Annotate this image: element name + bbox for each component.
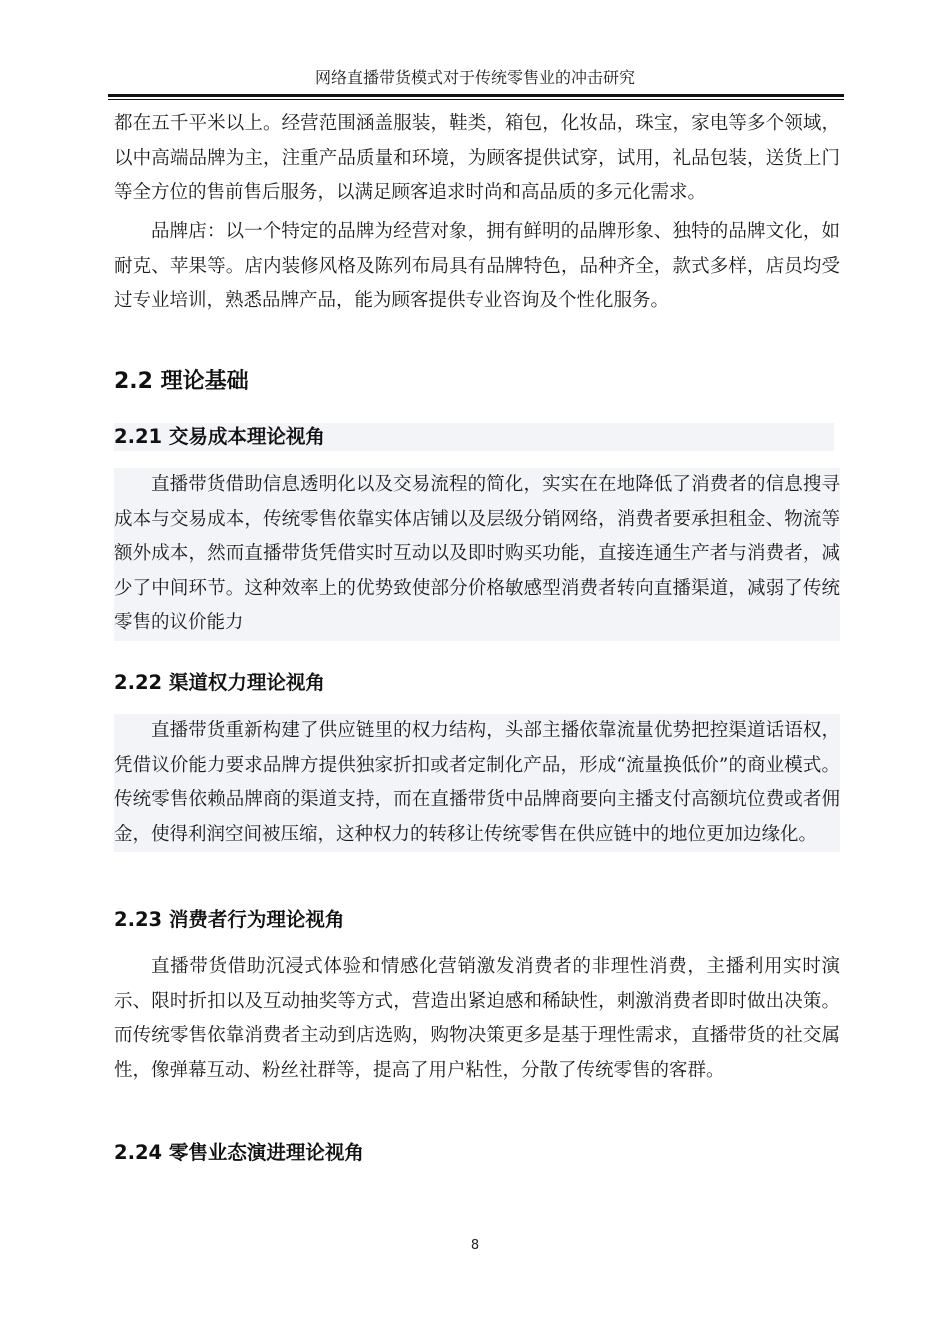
- page-number: 8: [470, 1238, 480, 1253]
- header-divider-thin: [108, 99, 844, 100]
- paragraph-channel-power: 直播带货重新构建了供应链里的权力结构，头部主播依靠流量优势把控渠道话语权，凭借议价能力要求品牌方提供独家折扣或者定制化产品，形成“流量换低价”的商业模式。传统零售依赖品牌商的渠道支持，而在直播带货中品牌商要向主播支付高额坑位费或者佣金，使得利润空间被压缩，这种权力的转移让传统零售在供应链中的地位更加边缘化。: [114, 714, 840, 852]
- section-heading-2-21: 2.21 交易成本理论视角: [114, 423, 834, 451]
- header-divider-thick: [108, 94, 844, 97]
- paragraph-department-store: 都在五千平米以上。经营范围涵盖服装，鞋类，箱包，化妆品，珠宝，家电等多个领域，以中高端品牌为主，注重产品质量和环境，为顾客提供试穿，试用，礼品包装，送货上门等全方位的售前售后服务，以满足顾客追求时尚和高品质的多元化需求。: [114, 113, 840, 203]
- section-heading-2-24: 2.24 零售业态演进理论视角: [114, 1141, 364, 1164]
- section-heading-2-2: 2.2 理论基础: [114, 369, 249, 394]
- section-heading-2-22: 2.22 渠道权力理论视角: [114, 671, 325, 694]
- section-heading-2-23: 2.23 消费者行为理论视角: [114, 908, 345, 931]
- paragraph-brand-store: 品牌店：以一个特定的品牌为经营对象，拥有鲜明的品牌形象、独特的品牌文化，如耐克、苹果等。店内装修风格及陈列布局具有品牌特色，品种齐全，款式多样，店员均受过专业培训，熟悉品牌产品，能为顾客提供专业咨询及个性化服务。: [114, 221, 840, 311]
- paragraph-consumer-behavior: 直播带货借助沉浸式体验和情感化营销激发消费者的非理性消费，主播利用实时演示、限时折扣以及互动抽奖等方式，营造出紧迫感和稀缺性，刺激消费者即时做出决策。而传统零售依靠消费者主动到店选购，购物决策更多是基于理性需求，直播带货的社交属性，像弹幕互动、粉丝社群等，提高了用户粘性，分散了传统零售的客群。: [114, 956, 840, 1081]
- header-title: 网络直播带货模式对于传统零售业的冲击研究: [314, 68, 635, 87]
- paragraph-transaction-cost: 直播带货借助信息透明化以及交易流程的简化，实实在在地降低了消费者的信息搜寻成本与交易成本，传统零售依靠实体店铺以及层级分销网络，消费者要承担租金、物流等额外成本，然而直播带货凭借实时互动以及即时购买功能，直接连通生产者与消费者，减少了中间环节。这种效率上的优势致使部分价格敏感型消费者转向直播渠道，减弱了传统零售的议价能力: [114, 468, 840, 641]
